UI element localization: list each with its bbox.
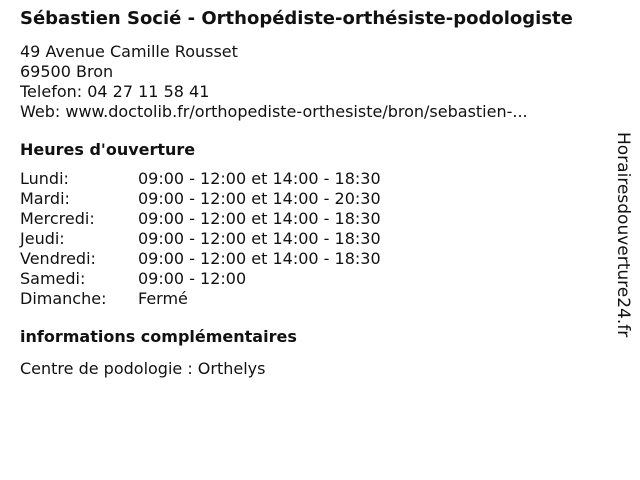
hours-row-monday [20, 169, 606, 189]
info-heading: informations complémentaires [20, 327, 297, 346]
site-watermark: Horairesdouverture24.fr [613, 132, 633, 338]
hours-value: 09:00 - 12:00 et 14:00 - 18:30 [138, 169, 381, 188]
hours-heading: Heures d'ouverture [20, 140, 196, 159]
business-listing [20, 8, 606, 379]
hours-row-thursday [20, 229, 606, 249]
day-label: Lundi: [20, 169, 69, 188]
day-label: Mardi: [20, 189, 70, 208]
hours-row-tuesday [20, 189, 606, 209]
city: 69500 Bron [20, 62, 114, 81]
day-label: Dimanche: [20, 289, 107, 308]
hours-row-wednesday [20, 209, 606, 229]
day-label: Vendredi: [20, 249, 96, 268]
website-link: Web: www.doctolib.fr/orthopediste-orthesiste/bron/sebastien-... [20, 102, 528, 121]
hours-value: 09:00 - 12:00 et 14:00 - 18:30 [138, 209, 381, 228]
day-label: Samedi: [20, 269, 86, 288]
street-address: 49 Avenue Camille Rousset [20, 42, 238, 61]
hours-table [20, 169, 606, 309]
day-label: Mercredi: [20, 209, 95, 228]
contact-block [20, 42, 606, 122]
hours-row-saturday [20, 269, 606, 289]
day-label: Jeudi: [20, 229, 65, 248]
hours-value: 09:00 - 12:00 [138, 269, 247, 288]
page-title: Sébastien Socié - Orthopédiste-orthésiste-podologiste [20, 8, 573, 29]
hours-value: 09:00 - 12:00 et 14:00 - 20:30 [138, 189, 381, 208]
hours-value: 09:00 - 12:00 et 14:00 - 18:30 [138, 249, 381, 268]
hours-value: Fermé [138, 289, 188, 308]
hours-row-sunday [20, 289, 606, 309]
phone-number: Telefon: 04 27 11 58 41 [20, 82, 210, 101]
hours-row-friday [20, 249, 606, 269]
hours-value: 09:00 - 12:00 et 14:00 - 18:30 [138, 229, 381, 248]
info-text: Centre de podologie : Orthelys [20, 359, 266, 378]
